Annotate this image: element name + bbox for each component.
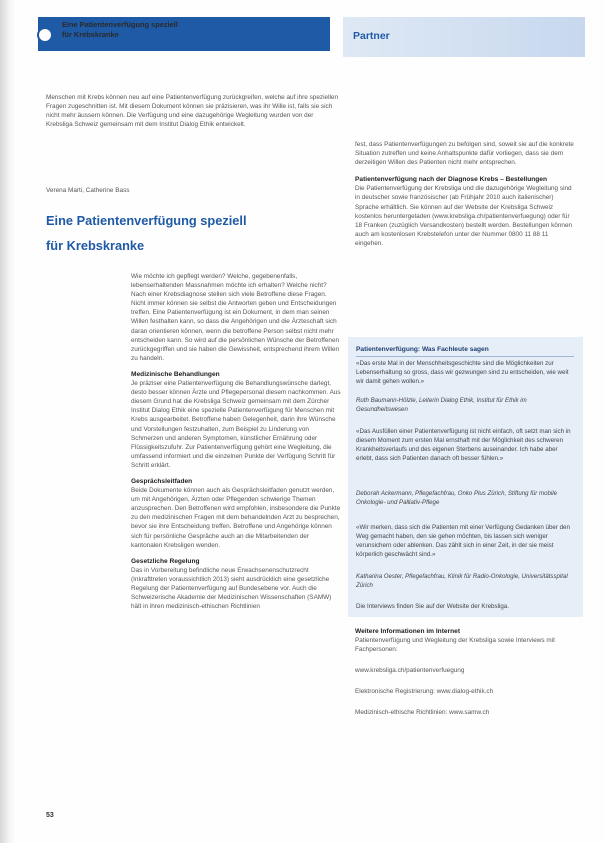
box-divider xyxy=(356,356,574,357)
right-column-top xyxy=(355,140,575,248)
link-dialog-ethik[interactable]: Elektronische Registrierung: www.dialog-ethik.ch xyxy=(355,688,494,696)
intro-text xyxy=(46,93,341,129)
paragraph-orders: Die Patientenverfügung der Krebsliga und die dazugehörige Wegleitung sind in deutscher sowie französischer (ab Frühjahr 2010 auch italienischer) Sprache erhältlich. Sie können auf der Website der Krebsliga Schweiz kostenlos heruntergeladen (www.krebsliga.ch/patientenverfuegung) oder für 18 Franken (zuzüglich Versandkosten) bestellt werden. Bestellungen können auch am kostenlosen Krebstelefon unter der Nummer 0800 11 88 11 eingehen. xyxy=(355,185,573,247)
quote-2-source: Deborah Ackermann, Pflegefachfrau, Onko Plus Zürich, Stiftung für mobile Onkologie- und Palliativ-Pflege xyxy=(356,490,557,506)
article-title-line1: Eine Patientenverfügung speziell xyxy=(46,213,247,228)
header-circle-icon xyxy=(37,27,53,43)
continuation-paragraph: fest, dass Patientenverfügungen zu befolgen sind, soweit sie auf die konkrete Situation zutreffen und keine Anhaltspunkte dafür vorliegen, dass sie dem derzeitigen Willen des Patienten nicht mehr entsprechen. xyxy=(355,141,574,167)
subhead-medical: Medizinische Behandlungen xyxy=(131,370,220,378)
paragraph-medical: Je präziser eine Patientenverfügung die Behandlungswünsche darlegt, desto besser können Ärzte und Pflegepersonal diesem nachkommen. Aus diesem Grund hat die Krebsliga Schweiz gemeinsam mit dem Zürcher Institut Dialog Ethik eine spezielle Patientenverfügung für Menschen mit Krebs ausgearbeitet. Betroffene haben Gelegenheit, darin ihre Wünsche und Vorstellungen festzuhalten, zum Beispiel zu Linderung von Schmerzen und anderen Symptomen, künstlicher Ernährung oder Flüssigkeitszufuhr. Zur Patientenverfügung gehört eine Wegleitung, die umfassend informiert und die einzelnen Punkte der Verfügung Schritt für Schritt erklärt. xyxy=(131,380,341,469)
section-label: Partner xyxy=(353,30,390,42)
article-authors: Verena Marti, Catherine Bass xyxy=(46,187,130,194)
further-info xyxy=(355,627,575,718)
paragraph-law: Das in Vorbereitung befindliche neue Erwachsenenschutzrecht (Inkrafttreten voraussichtlich 2013) sieht ausdrücklich eine gesetzliche Regelung der Patientenverfügung auf Bundesebene vor. Auch die Schweizerische Akademie der Medizinischen Wissenschaften (SAMW) hält in ihren medizinisch-ethischen Richtlinien xyxy=(131,566,332,611)
page-fold-shadow xyxy=(0,0,16,843)
middle-column xyxy=(131,272,341,611)
box-footer: Die Interviews finden Sie auf der Website der Krebsliga. xyxy=(356,603,509,610)
header-title-line1: Eine Patientenverfügung speziell xyxy=(62,20,178,29)
quote-3: «Wir merken, dass sich die Patienten mit einer Verfügung Gedanken über den Weg gemacht haben, den sie gehen möchten, bis lassen sich weniger verunsichern oder ablenken. Das zählt sich in einer Zeit, in der sie meist körperlich geschwächt sind.» xyxy=(356,524,570,558)
box-title: Patientenverfügung: Was Fachleute sagen xyxy=(356,346,489,353)
page-number: 53 xyxy=(46,812,54,819)
subhead-orders: Patientenverfügung nach der Diagnose Krebs – Bestellungen xyxy=(355,176,547,184)
quote-3-source: Katharina Oester, Pflegefachfrau, Klinik für Radio-Onkologie, Universitätsspital Zürich xyxy=(356,573,568,589)
subhead-law: Gesetzliche Regelung xyxy=(131,557,200,565)
article-title-line2: für Krebskranke xyxy=(46,238,145,253)
header-title xyxy=(62,20,322,39)
quote-2: «Das Ausfüllen einer Patientenverfügung ist nicht einfach, oft setzt man sich in diesem Moment zum ersten Mal ernsthaft mit der Möglichkeit des schweren Krankheitsverlaufs und des eigenen Sterbens auseinander. Ich habe aber erlebt, dass sich Patienten danach oft besser fühlen.» xyxy=(356,428,571,462)
quote-1: «Das erste Mal in der Menschheitsgeschichte sind die Möglichkeiten zur Lebenserhaltung so gross, dass wir gezwungen sind zu entscheiden, wie weit wir damit gehen wollen.» xyxy=(356,360,569,385)
paragraph-internet: Patientenverfügung und Wegleitung der Krebsliga sowie Interviews mit Fachpersonen: xyxy=(355,637,555,654)
header-title-line2: für Krebskranke xyxy=(62,29,119,39)
quote-1-source: Ruth Baumann-Hölzle, Leiterin Dialog Ethik, Institut für Ethik im Gesundheitswesen xyxy=(356,397,527,413)
subhead-internet: Weitere Informationen im Internet xyxy=(355,628,461,635)
link-krebsliga[interactable]: www.krebsliga.ch/patientenverfuegung xyxy=(355,667,465,675)
paragraph-guide: Beide Dokumente können auch als Gesprächsleitfaden genutzt werden, um mit Angehörigen, Ärzten oder Pflegenden schwierige Themen anzusprechen. Den Betroffenen wird empfohlen, insbesondere die Punkte zu den medizinischen Fragen mit dem behandelnden Arzt zu besprechen, bevor sie ihre Entscheidung treffen. Betroffene und Angehörige können sich für persönliche Gespräche auch an die Mitarbeitenden der kantonalen Krebsligen wenden. xyxy=(131,487,341,549)
link-samw[interactable]: Medizinisch-ethische Richtlinien: www.samw.ch xyxy=(355,709,490,717)
article-title xyxy=(46,208,286,258)
lead-paragraph: Wie möchte ich gepflegt werden? Welche, gegebenenfalls, lebenserhaltenden Massnahmen möchte ich erhalten? Welche nicht? Nach einer Krebsdiagnose stellen sich viele Betroffene diese Fragen. Nicht immer können sie selbst die Antworten geben und Entscheidungen treffen. Eine Patientenverfügung ist ein Dokument, in dem man seinen Willen festhalten kann, so dass die Angehörigen und die Ärzteschaft sich daran orientieren können, wenn die betroffene Person selbst nicht mehr entscheiden kann. So wird auf die persönlichen Wünsche der Betroffenen zurückgegriffen und sie haben die Gewissheit, entsprechend ihrem Willen zu handeln. xyxy=(131,273,340,362)
intro-paragraph: Menschen mit Krebs können neu auf eine Patientenverfügung zurückgreifen, welche auf ihre speziellen Fragen zugeschnitten ist. Mit diesem Dokument können sie präzisieren, was ihr Wille ist, falls sie sich nicht mehr äussern können. Die Verfügung und eine dazugehörige Wegleitung wurden von der Krebsliga Schweiz gemeinsam mit dem Institut Dialog Ethik entwickelt. xyxy=(46,94,339,129)
subhead-guide: Gesprächsleitfaden xyxy=(131,477,193,485)
